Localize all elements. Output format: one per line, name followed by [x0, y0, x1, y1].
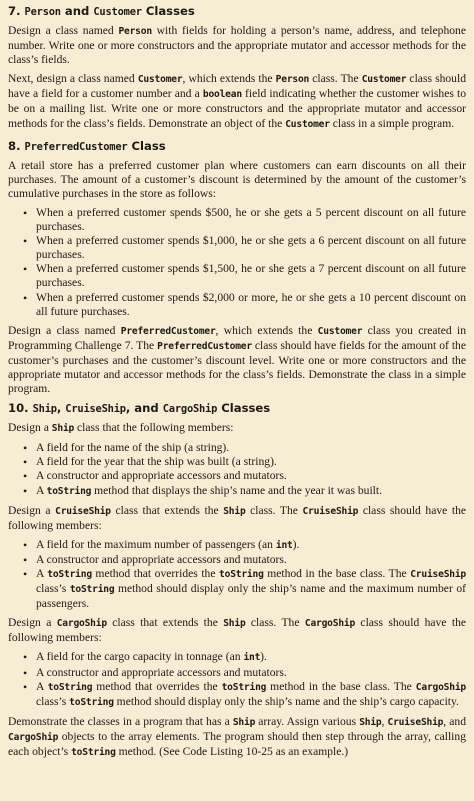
- list-item: • When a preferred customer spends $1,500, he or she gets a 7 percent discount on all future purchases.: [23, 262, 466, 290]
- demonstrate-paragraph: Demonstrate the classes in a program that has a Ship array. Assign various Ship, CruiseShip, and CargoShip objects to the array elements. The program should then step through the array, calling each object’s toString method. (See Code Listing 10-25 as an example.): [8, 714, 466, 759]
- list-item: • When a preferred customer spends $1,000, he or she gets a 6 percent discount on all future purchases.: [23, 234, 466, 262]
- list-item: • A constructor and appropriate accessors and mutators.: [23, 469, 287, 484]
- list-item: • A constructor and appropriate accessors and mutators.: [23, 552, 287, 567]
- list-item: • When a preferred customer spends $500, he or she gets a 5 percent discount on all future purchases.: [23, 205, 466, 234]
- cargoship-members-list: [8, 650, 466, 709]
- bullet-icon: •: [23, 483, 28, 498]
- list-item: • A toString method that overrides the toString method in the base class. The CargoShip class’s toString method should display only the ship’s name and the ship’s cargo capacity.: [23, 679, 466, 708]
- list-item: • A toString method that overrides the toString method in the base class. The CruiseShip class’s toString method should display only the ship’s name and the maximum number of passengers.: [23, 567, 466, 611]
- section-10-heading: 10. Ship, CruiseShip, and CargoShip Classes: [8, 401, 271, 416]
- list-item: • A field for the cargo capacity in tonnage (an int).: [23, 650, 267, 665]
- bullet-icon: •: [23, 455, 28, 470]
- section-7-heading: 7. Person and Customer Classes: [8, 4, 195, 18]
- bullet-icon: •: [23, 665, 28, 680]
- bullet-icon: •: [23, 262, 28, 277]
- list-item: • A field for the year that the ship was built (a string).: [23, 455, 277, 470]
- list-item: • When a preferred customer spends $2,000 or more, he or she gets a 10 percent discount on all future purchases.: [23, 290, 466, 318]
- section-7-paragraph-1: Design a class named Person with fields for holding a person’s name, address, and telephone number. Write one or more constructors and the appropriate mutator and accessor methods for the class’s fields.: [8, 24, 466, 67]
- section-8-paragraph: Design a class named PreferredCustomer, which extends the Customer class you created in Programming Challenge 7. The PreferredCustomer class should have fields for the amount of the customer’s purchases and the customer’s discount level. Write one or more constructors and the appropriate mutator and accessor methods for the class’s fields. Demonstrate the class in a simple program.: [8, 323, 466, 396]
- bullet-icon: •: [23, 290, 28, 305]
- bullet-icon: •: [23, 469, 28, 484]
- ship-members-list: [8, 441, 466, 498]
- list-item: • A constructor and appropriate accessors and mutators.: [23, 665, 287, 680]
- section-8-heading: 8. PreferredCustomer Class: [8, 138, 166, 153]
- list-item: • A toString method that displays the ship’s name and the year it was built.: [23, 483, 383, 498]
- list-item: • A field for the name of the ship (a string).: [23, 441, 230, 456]
- ship-intro: Design a Ship class that the following members:: [8, 421, 234, 435]
- bullet-icon: •: [23, 205, 28, 220]
- bullet-icon: •: [23, 234, 28, 249]
- cargoship-intro: Design a CargoShip class that extends the Ship class. The CargoShip class should have the following members:: [8, 616, 467, 645]
- bullet-icon: •: [23, 679, 28, 694]
- bullet-icon: •: [23, 567, 28, 581]
- bullet-icon: •: [23, 552, 28, 567]
- bullet-icon: •: [23, 650, 28, 665]
- bullet-icon: •: [23, 441, 28, 456]
- list-item: • A field for the maximum number of passengers (an int).: [23, 537, 300, 552]
- section-7-paragraph-2: Next, design a class named Customer, which extends the Person class. The Customer class should have a field for a customer number and a boolean field indicating whether the customer wishes to be on a mailing list. Write one or more constructors and the appropriate mutator and accessor methods for the class’s fields. Demonstrate an object of the Customer class in a simple program.: [8, 72, 466, 130]
- cruiseship-members-list: [8, 538, 466, 611]
- bullet-icon: •: [23, 537, 28, 552]
- section-8-discount-list: [8, 206, 466, 319]
- cruiseship-intro: Design a CruiseShip class that extends the Ship class. The CruiseShip class should have the following members:: [8, 503, 467, 532]
- section-8-intro: A retail store has a preferred customer plan where customers can earn discounts on all their purchases. The amount of a customer’s discount is determined by the amount of the customer’s cumulative purchases in the store as follows:: [8, 158, 466, 200]
